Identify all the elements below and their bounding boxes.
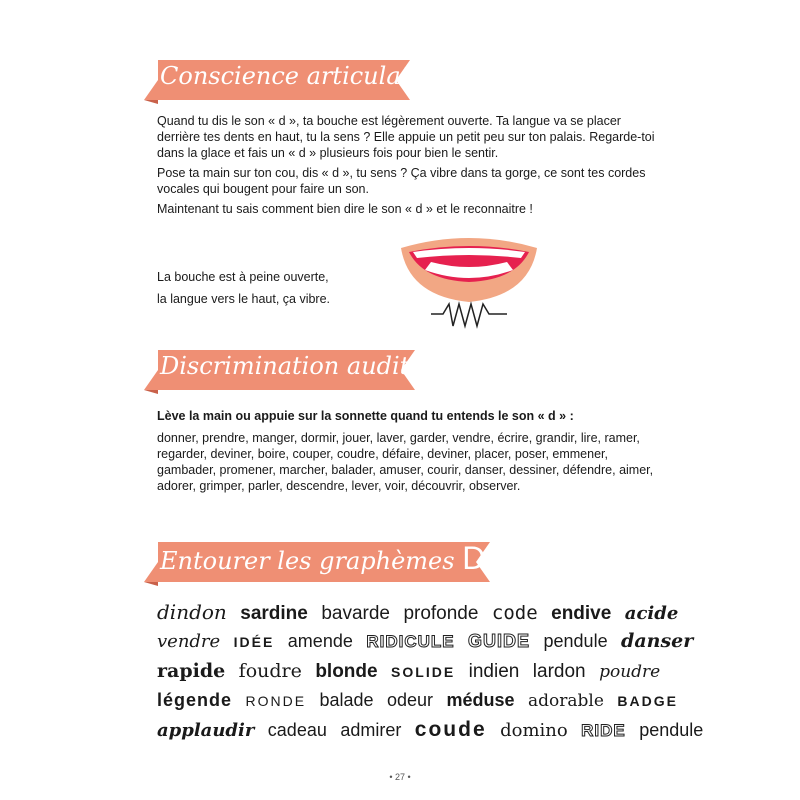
mouth-vibration-icon	[395, 232, 543, 340]
instruction: Lève la main ou appuie sur la sonnette quand tu entends le son « d » :	[157, 409, 574, 423]
grapheme-row	[157, 718, 712, 742]
word: rapide	[157, 660, 226, 682]
title-prefix: Entourer les graphèmes	[160, 547, 463, 575]
word: amende	[287, 631, 353, 651]
word: SOLIDE	[391, 664, 456, 680]
word: endive	[551, 603, 612, 624]
grapheme-row	[157, 600, 687, 625]
word: RONDE	[245, 693, 307, 709]
word: code	[491, 602, 538, 624]
section-banner-discrimination	[140, 346, 445, 394]
word: pendule	[543, 631, 608, 651]
section-title: Conscience articulatoire	[160, 62, 459, 90]
word: applaudir	[157, 720, 255, 741]
illustration-caption: la langue vers le haut, ça vibre.	[157, 292, 331, 306]
word: adorable	[528, 691, 604, 711]
section-banner-graphemes	[140, 538, 512, 586]
word: lardon	[532, 661, 586, 682]
section-title: Discrimination auditive	[160, 352, 445, 380]
word: cadeau	[267, 720, 327, 740]
word: légende	[157, 690, 233, 710]
word: bavarde	[321, 603, 390, 624]
word: sardine	[240, 603, 308, 624]
word-list: donner, prendre, manger, dormir, jouer, laver, garder, vendre, écrire, grandir, lire, ramer, regarder, deviner, boire, couper, coudre, défaire, deviner, placer, poser, emmener, gambader, promener, marcher, balader, amuser, courir, danser, dessiner, défendre, aimer, adorer, grimper, parler, descendre, lever, voir, découvrir, observer.	[157, 431, 654, 493]
word: méduse	[446, 690, 515, 710]
word: acide	[624, 603, 679, 624]
word: RIDICULE	[366, 632, 455, 651]
word: coude	[414, 718, 487, 741]
section-banner-articulation	[140, 56, 459, 104]
word: GUIDE	[468, 631, 531, 651]
paragraph: Quand tu dis le son « d », ta bouche est légèrement ouverte. Ta langue va se placer derrière tes dents en haut, tu la sens ? Elle appuie un petit peu sur ton palais. Regarde-toi dans la glace et fais un « d » plusieurs fois pour bien le sentir.	[157, 114, 655, 160]
word: profonde	[403, 603, 479, 624]
word: RIDE	[581, 721, 626, 740]
grapheme-row	[157, 630, 702, 652]
word: indien	[468, 661, 520, 682]
illustration-caption: La bouche est à peine ouverte,	[157, 270, 329, 284]
word: blonde	[315, 661, 378, 682]
word: IDÉE	[233, 634, 275, 650]
word: foudre	[238, 660, 302, 682]
word: admirer	[340, 720, 402, 740]
word: BADGE	[617, 693, 678, 709]
paragraph: Pose ta main sur ton cou, dis « d », tu sens ? Ça vibre dans ta gorge, ce sont tes cordes vocales qui bougent pour faire un son.	[157, 166, 646, 196]
word: danser	[621, 630, 694, 652]
word: dindon	[157, 600, 227, 624]
title-letters: D/d	[462, 540, 512, 576]
grapheme-row	[157, 660, 669, 683]
page-number: • 27 •	[389, 772, 411, 782]
word: domino	[500, 720, 568, 741]
word: vendre	[157, 631, 221, 652]
word: odeur	[387, 690, 434, 710]
grapheme-row	[157, 690, 687, 711]
paragraph: Maintenant tu sais comment bien dire le son « d » et le reconnaitre !	[157, 202, 533, 216]
word: pendule	[639, 720, 704, 740]
section-title	[160, 540, 512, 577]
word: balade	[319, 690, 374, 710]
word: poudre	[599, 662, 661, 682]
